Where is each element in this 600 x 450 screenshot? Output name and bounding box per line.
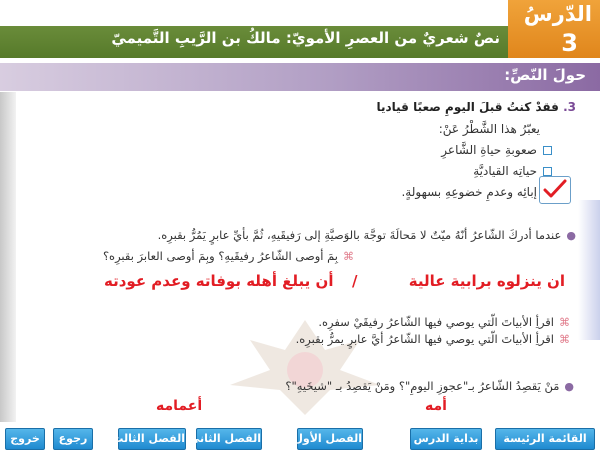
question-4-sub-text: بِمَ أوصى الشّاعرُ رفيقَيهِ؟ وبِمَ أوصى العابرَ بقبرِه؟	[102, 249, 338, 263]
section-title: حولَ النّصِّ:	[504, 66, 586, 84]
left-decoration-stripe	[0, 92, 16, 422]
chapter-1-button[interactable]: الفصل الأول	[297, 428, 363, 450]
task-1	[318, 315, 570, 329]
option-2-label: حياتِه القياديَّةِ	[473, 164, 537, 178]
lesson-label: الدّرسُ	[523, 2, 592, 26]
task-1-text: اقرأِ الأبياتَ الّتي يوصي فيها الشّاعرُ رفيقَيْ سفرِه.	[318, 315, 554, 329]
option-1-label: صعوبةِ حياةِ الشَّاعرِ	[441, 143, 537, 157]
selected-answer-box[interactable]	[539, 176, 571, 204]
lesson-badge	[508, 0, 600, 58]
question-5-text: مَنْ يَقصِدُ الشّاعرُ بـ"عجوزِ اليومِ"؟ ومَنْ يَقصِدُ بـ "شيخَيهِ"؟	[285, 379, 560, 393]
question-4-sub	[103, 249, 354, 263]
option-1[interactable]	[441, 143, 552, 157]
star-bullet-icon: ⌘	[343, 250, 354, 263]
exit-button[interactable]: خروج	[5, 428, 45, 450]
task-2-text: اقرأِ الأبياتَ الّتي يوصي فيها الشّاعرُ أيَّ عابرٍ يمرُّ بقبرِه.	[295, 332, 554, 346]
star-bullet-icon: ⌘	[559, 333, 570, 346]
question-5	[285, 379, 574, 393]
star-bullet-icon: ⌘	[559, 316, 570, 329]
back-button[interactable]: رجوع	[53, 428, 93, 450]
question-4-intro-text: عندما أدركَ الشّاعرُ أنّهُ ميّتٌ لا مَحالَةَ توجَّهَ بالوَصيَّةِ إلى رَفيقَيهِ، ثُمَّ بأيِّ عابرٍ يَمُرُّ بقبرِه.	[157, 228, 562, 242]
question-3-text: فقدْ كنتُ قبلَ اليومِ صعبًا قياديا	[376, 100, 559, 114]
question-3-prompt: يعبّرُ هذا الشَّطْرُ عَنْ:	[438, 122, 540, 136]
main-menu-button[interactable]: القائمة الرئيسة	[495, 428, 595, 450]
question-3	[376, 100, 576, 114]
task-2	[296, 332, 570, 346]
header	[0, 0, 600, 60]
bullet-dot-icon: ●	[564, 380, 574, 393]
option-bullet-icon	[543, 146, 552, 155]
question-3-number: 3.	[563, 100, 576, 114]
option-bullet-icon	[543, 167, 552, 176]
checkmark-icon	[543, 178, 567, 200]
answer-mother: أمه	[425, 398, 447, 414]
chapter-3-button[interactable]: الفصل الثالث	[118, 428, 186, 450]
answer-separator: /	[352, 272, 358, 290]
option-3-label: إبائِه وعدمِ خضوعِهِ بسهولةٍ.	[401, 185, 537, 199]
option-3[interactable]	[401, 185, 552, 199]
answer-uncles: أعمامه	[156, 398, 203, 414]
chapter-2-button[interactable]: الفصل الثاني	[196, 428, 262, 450]
answer-inform-family: أن يبلغ أهله بوفاته وعدم عودته	[104, 272, 334, 290]
lesson-number: 3	[561, 29, 578, 57]
answer-burial: ان ينزلوه برابية عالية	[408, 272, 565, 290]
right-decoration-arrow	[578, 200, 600, 340]
bullet-dot-icon: ●	[566, 229, 576, 242]
question-4-intro	[158, 228, 576, 242]
lesson-title: نصٌ شعريٌ من العصرِ الأمويّ: مالكُ بن الرَّيبِ التَّميميّ	[111, 29, 500, 47]
lesson-start-button[interactable]: بداية الدرس	[410, 428, 482, 450]
